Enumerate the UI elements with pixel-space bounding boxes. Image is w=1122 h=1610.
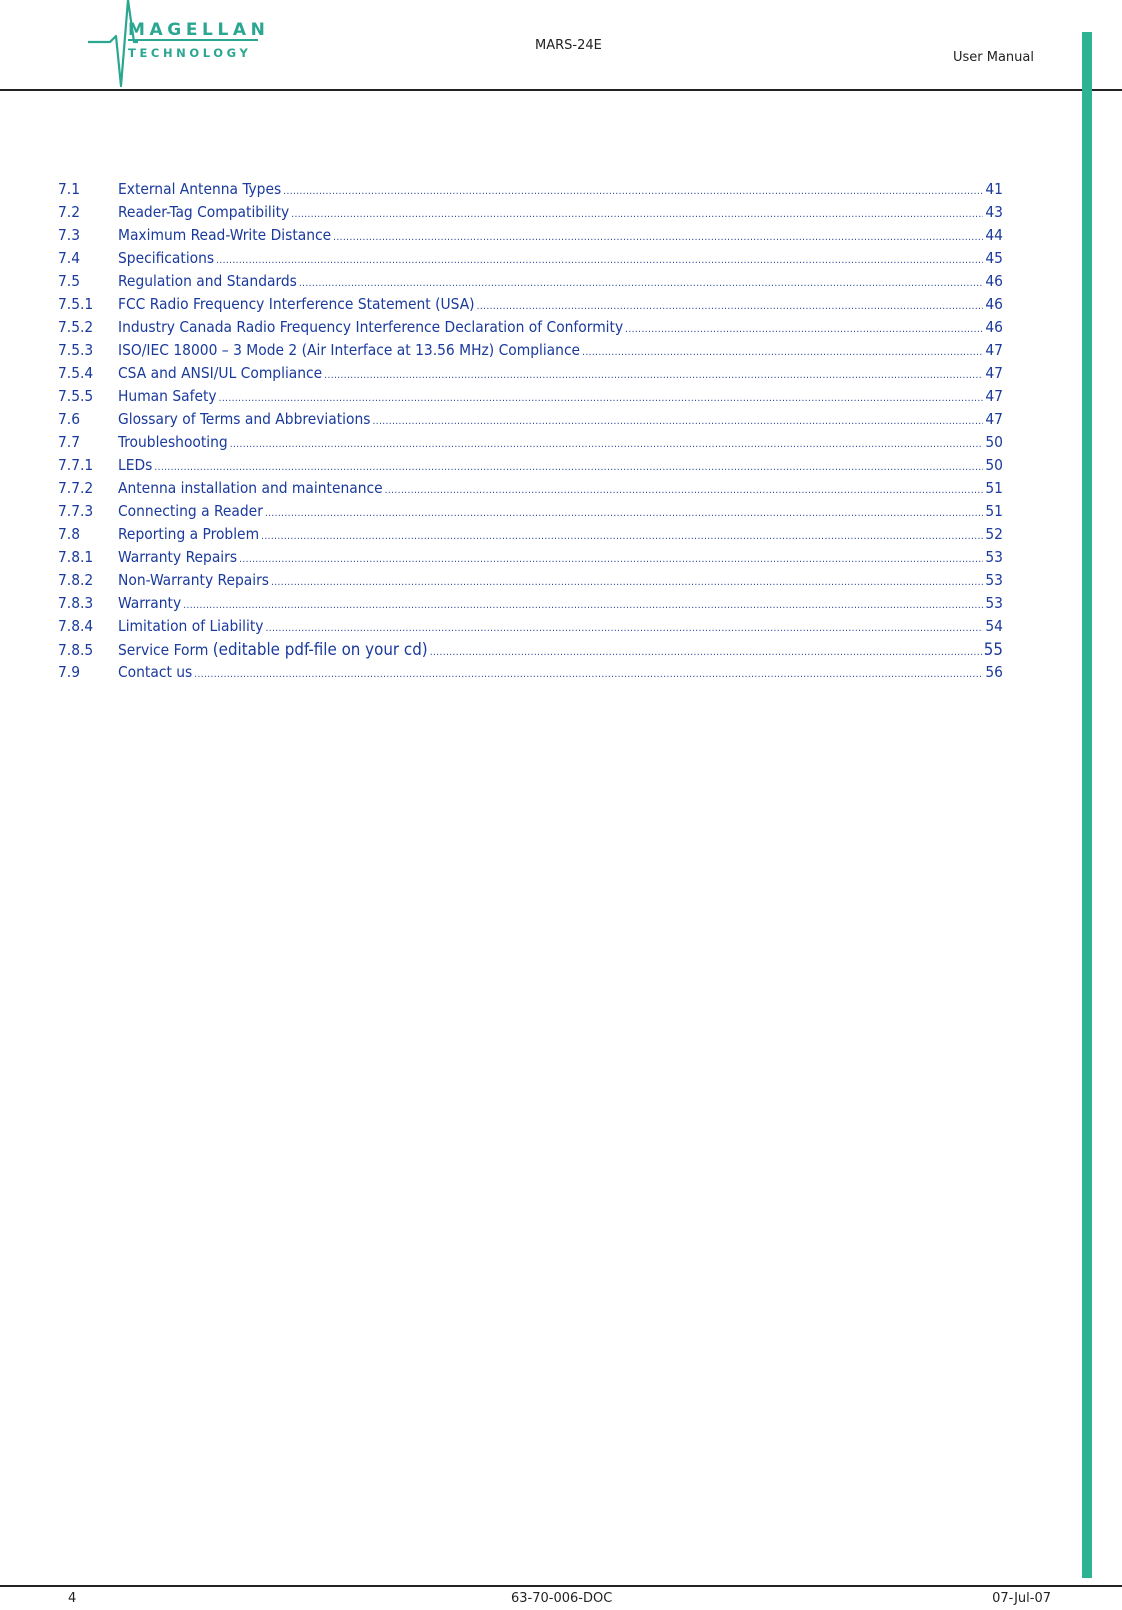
toc-entry-title[interactable] bbox=[118, 569, 269, 592]
toc-entry-title[interactable] bbox=[118, 270, 297, 293]
toc-entry-number: 7.7.3 bbox=[58, 502, 94, 520]
toc-entry-title[interactable] bbox=[118, 247, 214, 270]
toc-entry-title[interactable] bbox=[118, 477, 383, 500]
toc-dot-leader bbox=[261, 525, 983, 548]
document-date: 07-Jul-07 bbox=[992, 1591, 1051, 1606]
toc-entry-number: 7.5.5 bbox=[58, 387, 94, 405]
logo-word-technology: TECHNOLOGY bbox=[128, 46, 252, 60]
toc-entry-title-note: (editable pdf-file on your cd) bbox=[212, 639, 428, 659]
toc-dot-leader bbox=[239, 548, 983, 571]
toc-entry-number: 7.4 bbox=[58, 249, 81, 267]
toc-entry-page[interactable]: 54 bbox=[985, 617, 1003, 635]
toc-entry-page[interactable]: 52 bbox=[985, 525, 1003, 543]
toc-entry[interactable] bbox=[58, 293, 1003, 316]
toc-entry-title[interactable] bbox=[118, 178, 281, 201]
toc-entry[interactable] bbox=[58, 638, 1003, 661]
side-accent-bar bbox=[1082, 32, 1092, 1578]
toc-entry-title[interactable] bbox=[118, 431, 228, 454]
toc-entry-page[interactable]: 53 bbox=[985, 571, 1003, 589]
toc-entry-page[interactable]: 53 bbox=[985, 594, 1003, 612]
toc-dot-leader bbox=[230, 433, 983, 456]
toc-dot-leader bbox=[625, 318, 983, 341]
toc-entry-title[interactable] bbox=[118, 408, 371, 431]
toc-entry[interactable] bbox=[58, 500, 1003, 523]
toc-entry-title[interactable] bbox=[118, 316, 623, 339]
toc-entry-number: 7.5 bbox=[58, 272, 81, 290]
toc-entry[interactable] bbox=[58, 339, 1003, 362]
toc-dot-leader bbox=[477, 295, 983, 318]
footer-rule bbox=[0, 1585, 1122, 1587]
toc-entry-number: 7.9 bbox=[58, 663, 81, 681]
toc-entry-title-text: ISO/IEC 18000 – 3 Mode 2 (Air Interface at 13.56 MHz) Compliance bbox=[118, 341, 581, 359]
toc-entry-title[interactable] bbox=[118, 201, 289, 224]
toc-entry-number: 7.5.1 bbox=[58, 295, 94, 313]
toc-dot-leader bbox=[385, 479, 983, 502]
toc-entry-title-text: Specifications bbox=[118, 249, 215, 267]
toc-entry[interactable] bbox=[58, 569, 1003, 592]
toc-dot-leader bbox=[283, 180, 983, 203]
toc-entry[interactable] bbox=[58, 592, 1003, 615]
toc-entry-title[interactable] bbox=[118, 638, 428, 662]
toc-entry-title-text: Human Safety bbox=[118, 387, 217, 405]
toc-entry-page[interactable]: 51 bbox=[985, 502, 1003, 520]
toc-entry-title-text: Industry Canada Radio Frequency Interference Declaration of Conformity bbox=[118, 318, 624, 336]
toc-dot-leader bbox=[271, 571, 983, 594]
toc-entry-number: 7.5.2 bbox=[58, 318, 94, 336]
toc-entry-title-text: LEDs bbox=[118, 456, 153, 474]
toc-dot-leader bbox=[324, 364, 983, 387]
toc-entry-title-text: External Antenna Types bbox=[118, 180, 282, 198]
toc-dot-leader bbox=[265, 502, 983, 525]
toc-entry-number: 7.8.3 bbox=[58, 594, 94, 612]
toc-entry-number: 7.7 bbox=[58, 433, 81, 451]
toc-entry-page[interactable]: 46 bbox=[985, 272, 1003, 290]
toc-dot-leader bbox=[265, 617, 983, 640]
toc-entry-number: 7.3 bbox=[58, 226, 81, 244]
toc-entry-title-text: Warranty bbox=[118, 594, 182, 612]
toc-entry-title-text: Troubleshooting bbox=[118, 433, 228, 451]
table-of-contents bbox=[58, 178, 1003, 684]
toc-entry[interactable] bbox=[58, 385, 1003, 408]
document-type: User Manual bbox=[952, 50, 1034, 65]
logo-signal-icon bbox=[88, 0, 268, 88]
toc-entry-page[interactable]: 47 bbox=[985, 341, 1003, 359]
toc-entry-page[interactable]: 44 bbox=[985, 226, 1003, 244]
toc-entry[interactable] bbox=[58, 431, 1003, 454]
toc-entry-title[interactable] bbox=[118, 523, 259, 546]
toc-entry[interactable] bbox=[58, 316, 1003, 339]
toc-dot-leader bbox=[291, 203, 983, 226]
toc-entry[interactable] bbox=[58, 454, 1003, 477]
toc-entry-title[interactable] bbox=[118, 615, 263, 638]
logo-word-magellan: MAGELLAN bbox=[128, 20, 270, 40]
toc-dot-leader bbox=[194, 663, 983, 686]
toc-entry-title-text: Contact us bbox=[118, 663, 193, 681]
toc-entry-title[interactable] bbox=[118, 224, 331, 247]
toc-entry[interactable] bbox=[58, 247, 1003, 270]
toc-entry[interactable] bbox=[58, 523, 1003, 546]
toc-entry-title-text: Warranty Repairs bbox=[118, 548, 238, 566]
toc-dot-leader bbox=[299, 272, 983, 295]
toc-entry-page[interactable]: 46 bbox=[985, 318, 1003, 336]
toc-dot-leader bbox=[373, 410, 984, 433]
toc-entry-title[interactable] bbox=[118, 454, 152, 477]
toc-entry[interactable] bbox=[58, 546, 1003, 569]
header-rule bbox=[0, 89, 1122, 91]
company-logo bbox=[88, 0, 268, 88]
toc-entry-number: 7.8.4 bbox=[58, 617, 94, 635]
toc-dot-leader bbox=[333, 226, 983, 249]
toc-entry-title-text: Limitation of Liability bbox=[118, 617, 264, 635]
toc-entry-number: 7.8.5 bbox=[58, 641, 94, 659]
toc-entry-number: 7.5.4 bbox=[58, 364, 94, 382]
toc-entry-title-text: Regulation and Standards bbox=[118, 272, 297, 290]
toc-dot-leader bbox=[219, 387, 983, 410]
toc-dot-leader bbox=[216, 249, 983, 272]
toc-entry-title-text: Non-Warranty Repairs bbox=[118, 571, 270, 589]
toc-dot-leader bbox=[582, 341, 983, 364]
page-number: 4 bbox=[68, 1591, 77, 1606]
toc-entry[interactable] bbox=[58, 224, 1003, 247]
toc-entry-title-text: CSA and ANSI/UL Compliance bbox=[118, 364, 323, 382]
toc-entry-number: 7.8.1 bbox=[58, 548, 94, 566]
toc-entry[interactable] bbox=[58, 661, 1003, 684]
toc-entry-page[interactable]: 50 bbox=[985, 456, 1003, 474]
document-title: MARS-24E bbox=[535, 38, 602, 53]
toc-entry-page[interactable]: 56 bbox=[985, 663, 1003, 681]
toc-entry-title-text: Reporting a Problem bbox=[118, 525, 260, 543]
toc-dot-leader bbox=[154, 456, 983, 479]
toc-entry[interactable] bbox=[58, 201, 1003, 224]
toc-entry[interactable] bbox=[58, 615, 1003, 638]
toc-entry-title[interactable] bbox=[118, 339, 580, 362]
toc-entry-number: 7.8 bbox=[58, 525, 81, 543]
toc-entry-title[interactable] bbox=[118, 500, 263, 523]
toc-entry-title-text: FCC Radio Frequency Interference Statement (USA) bbox=[118, 295, 475, 313]
toc-entry-title-text: Connecting a Reader bbox=[118, 502, 263, 520]
toc-entry-page[interactable]: 51 bbox=[985, 479, 1003, 497]
toc-entry-page[interactable]: 41 bbox=[985, 180, 1003, 198]
toc-entry[interactable] bbox=[58, 477, 1003, 500]
toc-entry-page[interactable]: 47 bbox=[985, 364, 1003, 382]
toc-entry-number: 7.5.3 bbox=[58, 341, 94, 359]
toc-entry-title-text: Glossary of Terms and Abbreviations bbox=[118, 410, 371, 428]
toc-entry-number: 7.6 bbox=[58, 410, 81, 428]
toc-dot-leader bbox=[430, 641, 982, 664]
toc-entry-number: 7.2 bbox=[58, 203, 81, 221]
toc-entry-page[interactable]: 50 bbox=[985, 433, 1003, 451]
toc-entry-number: 7.7.2 bbox=[58, 479, 94, 497]
toc-entry-title[interactable] bbox=[118, 362, 322, 385]
toc-entry-page[interactable]: 43 bbox=[985, 203, 1003, 221]
toc-dot-leader bbox=[183, 594, 983, 617]
toc-entry-title-text: Maximum Read-Write Distance bbox=[118, 226, 332, 244]
toc-entry[interactable] bbox=[58, 178, 1003, 201]
toc-entry-page[interactable]: 55 bbox=[983, 639, 1003, 659]
toc-entry-page[interactable]: 53 bbox=[985, 548, 1003, 566]
toc-entry[interactable] bbox=[58, 408, 1003, 431]
toc-entry-number: 7.7.1 bbox=[58, 456, 94, 474]
toc-entry-page[interactable]: 45 bbox=[985, 249, 1003, 267]
toc-entry-page[interactable]: 47 bbox=[985, 410, 1003, 428]
toc-entry-title[interactable] bbox=[118, 592, 181, 615]
toc-entry-page[interactable]: 47 bbox=[985, 387, 1003, 405]
toc-entry-page[interactable]: 46 bbox=[985, 295, 1003, 313]
toc-entry-title[interactable] bbox=[118, 661, 192, 684]
toc-entry-number: 7.1 bbox=[58, 180, 81, 198]
toc-entry-title[interactable] bbox=[118, 385, 217, 408]
toc-entry[interactable] bbox=[58, 270, 1003, 293]
toc-entry-title[interactable] bbox=[118, 293, 475, 316]
toc-entry-title[interactable] bbox=[118, 546, 237, 569]
toc-entry-number: 7.8.2 bbox=[58, 571, 94, 589]
toc-entry[interactable] bbox=[58, 362, 1003, 385]
document-number: 63-70-006-DOC bbox=[511, 1591, 613, 1606]
toc-entry-title-text: Service Form bbox=[118, 641, 213, 659]
toc-entry-title-text: Reader-Tag Compatibility bbox=[118, 203, 290, 221]
toc-entry-title-text: Antenna installation and maintenance bbox=[118, 479, 383, 497]
